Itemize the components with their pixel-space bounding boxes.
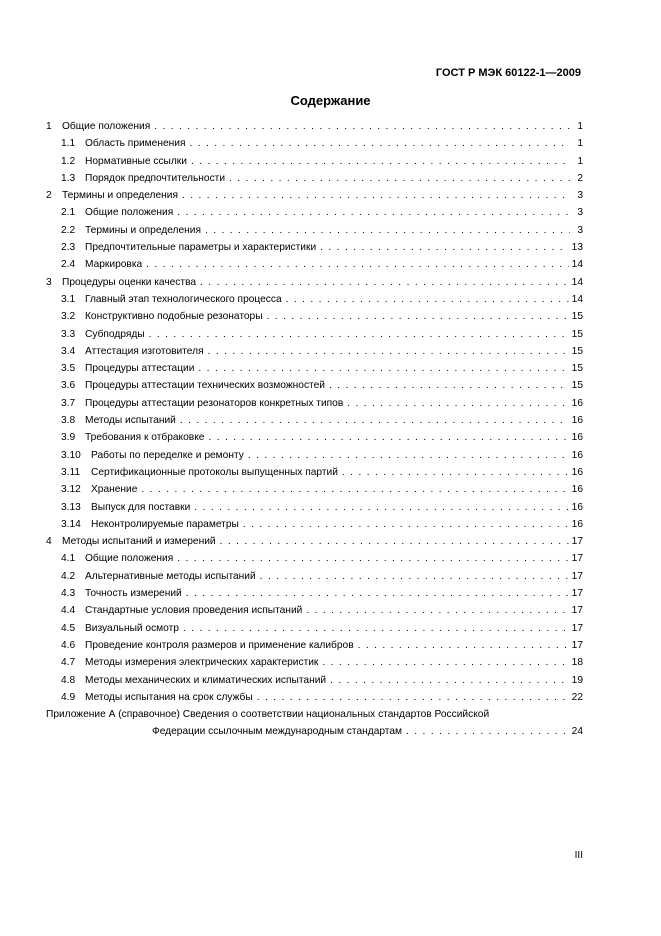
toc-entry-number: 3.7 bbox=[61, 397, 76, 409]
toc-entry-number: 4.6 bbox=[61, 639, 76, 651]
toc-entry-label: Методы испытаний и измерений bbox=[62, 536, 216, 548]
toc-entry-label: Неконтролируемые параметры bbox=[91, 518, 239, 530]
toc-entry-number: 3.8 bbox=[61, 415, 76, 427]
toc-leader-dots bbox=[330, 675, 569, 686]
toc-entry-number: 1.2 bbox=[61, 155, 76, 167]
toc-entry[interactable] bbox=[46, 398, 583, 415]
toc-entry-number: 4.1 bbox=[61, 553, 76, 565]
toc-entry-page: 16 bbox=[571, 484, 583, 496]
toc-entry[interactable] bbox=[46, 190, 583, 207]
toc-entry[interactable] bbox=[46, 156, 583, 173]
toc-entry[interactable] bbox=[46, 467, 583, 484]
toc-leader-dots bbox=[189, 138, 570, 149]
toc-entry[interactable] bbox=[46, 363, 583, 380]
toc-entry-label: Область применения bbox=[85, 138, 186, 150]
toc-entry-label: Альтернативные методы испытаний bbox=[85, 570, 256, 582]
toc-entry[interactable] bbox=[46, 484, 583, 501]
toc-entry-number: 4.7 bbox=[61, 657, 76, 669]
toc-entry-label: Требования к отбраковке bbox=[85, 432, 205, 444]
document-standard-header: ГОСТ Р МЭК 60122-1—2009 bbox=[435, 67, 581, 79]
toc-entry-number: 4.3 bbox=[61, 588, 76, 600]
toc-entry[interactable] bbox=[46, 277, 583, 294]
table-of-contents bbox=[46, 121, 583, 744]
toc-entry[interactable] bbox=[46, 242, 583, 259]
toc-entry-number: 3.1 bbox=[61, 293, 76, 305]
toc-entry-label: Сертификационные протоколы выпущенных партий bbox=[91, 466, 338, 478]
toc-entry-number: 3.14 bbox=[61, 518, 81, 530]
toc-leader-dots bbox=[320, 242, 569, 253]
toc-entry-page: 3 bbox=[577, 224, 583, 236]
toc-entry-number: 4.2 bbox=[61, 570, 76, 582]
toc-entry-label: Термины и определения bbox=[85, 224, 201, 236]
toc-entry-label: Методы испытания на срок службы bbox=[85, 691, 253, 703]
toc-leader-dots bbox=[200, 277, 569, 288]
toc-leader-dots bbox=[198, 363, 568, 374]
toc-entry-page: 17 bbox=[571, 639, 583, 651]
toc-entry-label: Процедуры аттестации технических возможностей bbox=[85, 380, 325, 392]
toc-entry[interactable] bbox=[46, 588, 583, 605]
toc-entry-page: 2 bbox=[577, 172, 583, 184]
toc-appendix-title: Приложение А (справочное) Сведения о соответствии национальных стандартов Российской bbox=[46, 709, 490, 721]
toc-entry-page: 18 bbox=[571, 657, 583, 669]
toc-entry-label: Общие положения bbox=[62, 121, 151, 132]
toc-entry-page: 17 bbox=[571, 622, 583, 634]
toc-entry[interactable] bbox=[46, 571, 583, 588]
toc-entry[interactable] bbox=[46, 675, 583, 692]
toc-appendix-title-cont: Федерации ссылочным международным стандартам bbox=[152, 726, 403, 738]
toc-entry-label: Субподряды bbox=[85, 328, 145, 340]
toc-leader-dots bbox=[358, 640, 569, 651]
toc-entry[interactable] bbox=[46, 294, 583, 311]
toc-entry-page: 15 bbox=[571, 345, 583, 357]
toc-entry-label: Процедуры аттестации резонаторов конкретных типов bbox=[85, 397, 344, 409]
toc-entry-label: Главный этап технологического процесса bbox=[85, 293, 282, 305]
toc-entry-page: 16 bbox=[571, 449, 583, 461]
toc-entry-number: 3.2 bbox=[61, 311, 76, 323]
toc-entry[interactable] bbox=[46, 519, 583, 536]
toc-leader-dots bbox=[186, 588, 569, 599]
toc-entry[interactable] bbox=[46, 536, 583, 553]
toc-entry-number: 3.5 bbox=[61, 363, 76, 375]
toc-leader-dots bbox=[229, 173, 570, 184]
toc-entry[interactable] bbox=[46, 121, 583, 138]
toc-entry-label: Нормативные ссылки bbox=[85, 155, 187, 167]
toc-entry-page: 17 bbox=[571, 588, 583, 600]
toc-entry-number: 2.4 bbox=[61, 259, 76, 271]
toc-leader-dots bbox=[243, 519, 569, 530]
toc-entry-label: Методы измерения электрических характеристик bbox=[85, 657, 319, 669]
toc-entry-number: 1.1 bbox=[61, 138, 76, 150]
toc-appendix-entry[interactable] bbox=[46, 709, 583, 744]
toc-entry-page: 17 bbox=[571, 553, 583, 565]
toc-entry-page: 16 bbox=[571, 466, 583, 478]
toc-leader-dots bbox=[347, 398, 568, 409]
toc-entry-page: 17 bbox=[571, 536, 583, 548]
toc-entry-page: 1 bbox=[577, 121, 583, 132]
toc-entry-page: 14 bbox=[571, 276, 583, 288]
toc-entry-label: Общие положения bbox=[85, 553, 174, 565]
toc-leader-dots bbox=[406, 726, 569, 737]
toc-leader-dots bbox=[220, 536, 569, 547]
toc-entry[interactable] bbox=[46, 657, 583, 674]
toc-leader-dots bbox=[177, 207, 570, 218]
toc-entry-number: 4.5 bbox=[61, 622, 76, 634]
toc-entry[interactable] bbox=[46, 623, 583, 640]
toc-entry-page: 16 bbox=[571, 415, 583, 427]
toc-entry-number: 4.4 bbox=[61, 605, 76, 617]
toc-leader-dots bbox=[146, 259, 568, 270]
toc-entry[interactable] bbox=[46, 329, 583, 346]
toc-leader-dots bbox=[205, 225, 570, 236]
toc-entry-page: 15 bbox=[571, 311, 583, 323]
toc-entry[interactable] bbox=[46, 259, 583, 276]
toc-leader-dots bbox=[182, 190, 570, 201]
toc-leader-dots bbox=[267, 311, 569, 322]
toc-entry-number: 4.9 bbox=[61, 691, 76, 703]
toc-entry-label: Выпуск для поставки bbox=[91, 501, 191, 513]
toc-leader-dots bbox=[177, 553, 568, 564]
toc-entry[interactable] bbox=[46, 450, 583, 467]
page-title: Содержание bbox=[290, 93, 371, 108]
toc-entry-page: 19 bbox=[571, 674, 583, 686]
toc-entry-number: 3.3 bbox=[61, 328, 76, 340]
toc-entry-number: 3 bbox=[46, 276, 52, 288]
toc-entry[interactable] bbox=[46, 311, 583, 328]
toc-entry-label: Аттестация изготовителя bbox=[85, 345, 204, 357]
toc-leader-dots bbox=[306, 605, 568, 616]
toc-entry-page: 16 bbox=[571, 518, 583, 530]
toc-entry-page: 15 bbox=[571, 380, 583, 392]
toc-entry[interactable] bbox=[46, 415, 583, 432]
toc-entry[interactable] bbox=[46, 640, 583, 657]
toc-entry-page: 13 bbox=[571, 242, 583, 254]
page-number: III bbox=[574, 850, 583, 861]
toc-entry-number: 3.6 bbox=[61, 380, 76, 392]
toc-entry-number: 3.4 bbox=[61, 345, 76, 357]
toc-entry-page: 17 bbox=[571, 570, 583, 582]
toc-leader-dots bbox=[154, 121, 570, 132]
toc-entry[interactable] bbox=[46, 502, 583, 519]
toc-entry-page: 1 bbox=[577, 155, 583, 167]
toc-leader-dots bbox=[342, 467, 569, 478]
toc-entry-label: Хранение bbox=[91, 484, 138, 496]
toc-entry-label: Порядок предпочтительности bbox=[85, 172, 226, 184]
toc-entry-label: Стандартные условия проведения испытаний bbox=[85, 605, 303, 617]
toc-entry-page: 15 bbox=[571, 363, 583, 375]
toc-entry-number: 3.11 bbox=[61, 466, 81, 478]
toc-entry[interactable] bbox=[46, 346, 583, 363]
toc-leader-dots bbox=[183, 623, 569, 634]
toc-entry[interactable] bbox=[46, 380, 583, 397]
toc-leader-dots bbox=[194, 502, 568, 513]
toc-entry-label: Конструктивно подобные резонаторы bbox=[85, 311, 263, 323]
toc-entry-label: Работы по переделке и ремонту bbox=[91, 449, 244, 461]
toc-entry-label: Предпочтительные параметры и характеристики bbox=[85, 242, 317, 254]
toc-leader-dots bbox=[208, 346, 569, 357]
toc-entry-number: 4 bbox=[46, 536, 52, 548]
toc-entry-label: Маркировка bbox=[85, 259, 143, 271]
toc-entry-number: 2 bbox=[46, 190, 52, 202]
toc-entry-page: 22 bbox=[571, 691, 583, 703]
toc-leader-dots bbox=[260, 571, 569, 582]
toc-entry-page: 16 bbox=[571, 432, 583, 444]
toc-leader-dots bbox=[141, 484, 568, 495]
toc-entry-label: Методы испытаний bbox=[85, 415, 176, 427]
toc-entry-page: 16 bbox=[571, 501, 583, 513]
toc-entry-number: 3.9 bbox=[61, 432, 76, 444]
toc-leader-dots bbox=[208, 432, 568, 443]
toc-entry[interactable] bbox=[46, 692, 583, 709]
toc-entry[interactable] bbox=[46, 138, 583, 155]
toc-entry-number: 2.2 bbox=[61, 224, 76, 236]
toc-entry-label: Методы механических и климатических испытаний bbox=[85, 674, 327, 686]
toc-entry-label: Процедуры оценки качества bbox=[62, 276, 197, 288]
toc-entry-page: 14 bbox=[571, 293, 583, 305]
toc-entry-number: 4.8 bbox=[61, 674, 76, 686]
toc-entry-number: 3.12 bbox=[61, 484, 81, 496]
toc-entry[interactable] bbox=[46, 225, 583, 242]
toc-entry[interactable] bbox=[46, 207, 583, 224]
toc-entry-page: 16 bbox=[571, 397, 583, 409]
toc-leader-dots bbox=[191, 156, 570, 167]
toc-entry[interactable] bbox=[46, 432, 583, 449]
toc-entry-page: 15 bbox=[571, 328, 583, 340]
toc-entry[interactable] bbox=[46, 605, 583, 622]
toc-leader-dots bbox=[149, 329, 569, 340]
toc-entry-page: 3 bbox=[577, 207, 583, 219]
toc-entry-page: 3 bbox=[577, 190, 583, 202]
toc-entry-label: Процедуры аттестации bbox=[85, 363, 195, 375]
toc-leader-dots bbox=[180, 415, 569, 426]
toc-entry-number: 1.3 bbox=[61, 172, 76, 184]
toc-leader-dots bbox=[322, 657, 568, 668]
toc-leader-dots bbox=[329, 380, 569, 391]
toc-leader-dots bbox=[257, 692, 569, 703]
toc-entry[interactable] bbox=[46, 553, 583, 570]
toc-entry-label: Точность измерений bbox=[85, 588, 182, 600]
toc-leader-dots bbox=[286, 294, 569, 305]
toc-entry-number: 3.13 bbox=[61, 501, 81, 513]
toc-entry-label: Проведение контроля размеров и применение калибров bbox=[85, 639, 354, 651]
toc-entry-number: 1 bbox=[46, 121, 52, 132]
toc-entry[interactable] bbox=[46, 173, 583, 190]
toc-entry-number: 2.3 bbox=[61, 242, 76, 254]
toc-entry-label: Визуальный осмотр bbox=[85, 622, 179, 634]
toc-entry-page: 17 bbox=[571, 605, 583, 617]
toc-entry-label: Термины и определения bbox=[62, 190, 178, 202]
toc-appendix-page: 24 bbox=[571, 726, 583, 738]
toc-leader-dots bbox=[248, 450, 569, 461]
toc-entry-page: 14 bbox=[571, 259, 583, 271]
toc-entry-page: 1 bbox=[577, 138, 583, 150]
toc-entry-label: Общие положения bbox=[85, 207, 174, 219]
toc-entry-number: 2.1 bbox=[61, 207, 76, 219]
toc-entry-number: 3.10 bbox=[61, 449, 81, 461]
